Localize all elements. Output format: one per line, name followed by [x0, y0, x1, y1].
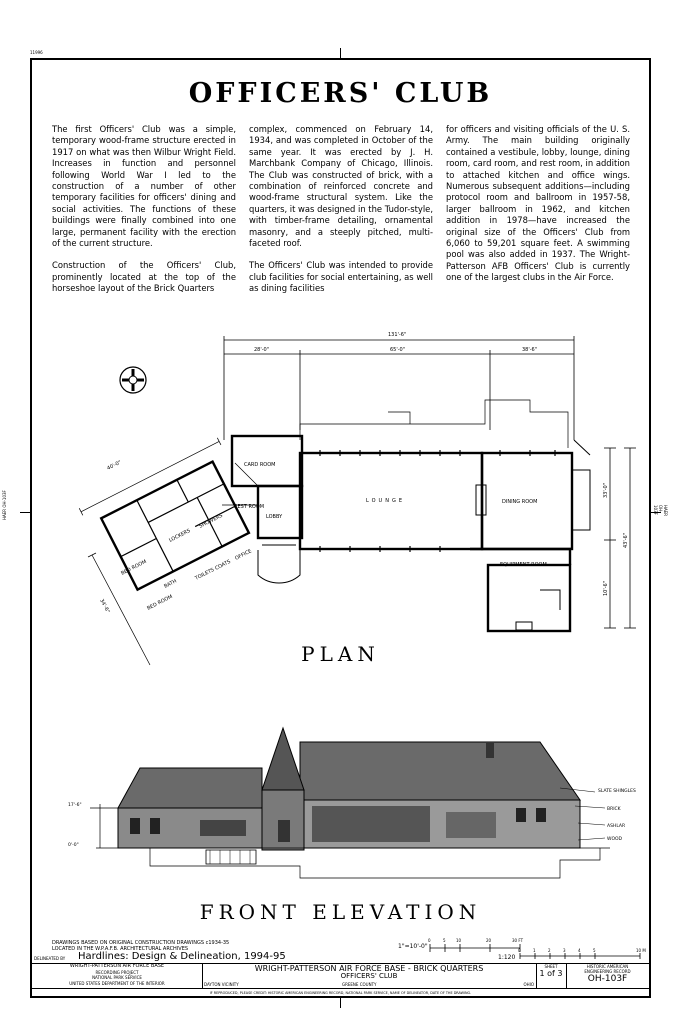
right-dimension-1: 33'-0" — [603, 482, 609, 498]
right-dimension-2: 43'-6" — [623, 532, 629, 548]
side-label-left: HAER OH-103F — [2, 490, 7, 520]
room-label: SHOWERS — [198, 512, 224, 530]
scale-tick-label: 0 — [518, 948, 521, 953]
dimension-3: 38'-6" — [522, 347, 538, 353]
scale-tick-label: 30 FT — [512, 938, 524, 943]
scale-tick-label: 2 — [548, 948, 551, 953]
title-block — [32, 963, 649, 989]
scale-tick-label: 3 — [563, 948, 566, 953]
paragraph: The Officers' Club was intended to provide club facilities for social entertaining, as well as dining facilities — [249, 260, 433, 294]
org-box: WRIGHT-PATTERSON AIR FORCE BASE RECORDING PROJECT NATIONAL PARK SERVICE UNITED STATES DEPARTMENT OF THE INTERIOR — [32, 964, 203, 988]
delineator: Hardlines: Design & Delineation, 1994-95 — [78, 951, 286, 962]
material-note: BRICK — [607, 807, 621, 812]
scale-metric: 1:120 — [498, 954, 516, 961]
elevation-dimension: 17'-6" — [68, 803, 82, 808]
room-label: OFFICE — [234, 548, 253, 562]
right-dimension-3: 10'-6" — [603, 580, 609, 596]
room-label: COATS — [214, 558, 232, 572]
room-label: BED ROOM — [120, 558, 148, 577]
room-label: LOUNGE — [366, 498, 405, 504]
scale-tick-label: 10 M — [636, 948, 646, 953]
wing-dimension-1: 40'-0" — [106, 459, 123, 472]
source-note: DRAWINGS BASED ON ORIGINAL CONSTRUCTION DRAWINGS c1934-35 LOCATED IN THE W.P.A.F.B. ARCHITECTURAL ARCHIVES — [52, 940, 230, 952]
room-label: TOILETS — [194, 567, 216, 582]
scale-tick-label: 0 — [428, 938, 431, 943]
wing-dimension-2: 34'-6" — [98, 598, 111, 615]
room-label: EQUIPMENT ROOM — [500, 562, 547, 568]
scale-tick-label: 10 — [456, 938, 462, 943]
sheet-box: SHEET 1 of 3 — [536, 964, 567, 988]
room-label: LOBBY — [266, 514, 283, 520]
room-label: LOCKERS — [168, 527, 192, 544]
scale-tick-label: 4 — [578, 948, 581, 953]
credit-line: IF REPRODUCED, PLEASE CREDIT: HISTORIC AMERICAN ENGINEERING RECORD, NATIONAL PARK SERVICE, NAME OF DELINEATOR, DATE OF THE DRAWING. — [209, 991, 472, 995]
scale-tick-label: 20 — [486, 938, 492, 943]
paragraph: Construction of the Officers' Club, prominently located at the top of the horseshoe layout of the Brick Quarters — [52, 260, 236, 294]
delineated-by-label: DELINEATED BY — [34, 956, 66, 961]
scale-tick-label: 1 — [533, 948, 536, 953]
record-box: HISTORIC AMERICAN ENGINEERING RECORD OH-103F — [584, 964, 631, 984]
location-mid: GREENE COUNTY — [342, 982, 377, 987]
paragraph: complex, commenced on February 14, 1934, and was completed in October of the same year. It was erected by J. H. Marchbank Company of Chicago, Illinois. The Club was constructed of brick, with a combination of reinforced concrete and wood-frame structural system. Like the quarters, it was designed in the Tudor-style, with timber-frame detailing, ornamental masonry, and a steeply pitched, multi-faceted roof. — [249, 124, 433, 249]
page-title: OFFICERS' CLUB — [188, 78, 493, 109]
state: OHIO — [523, 982, 534, 987]
project-box: WRIGHT-PATTERSON AIR FORCE BASE - BRICK QUARTERS OFFICERS' CLUB DAYTON VICINITY GREENE COUNTY OHIO — [202, 964, 537, 988]
room-label: REST ROOM — [234, 504, 265, 510]
material-note: ASHLAR — [607, 824, 626, 829]
elevation-label: FRONT ELEVATION — [199, 900, 482, 924]
room-label: CARD ROOM — [244, 462, 276, 468]
paragraph: for officers and visiting officials of the U. S. Army. The main building originally contained a vestibule, lobby, lounge, dining room, card room, and rest room, in addition to attached kitchen and office wings. Numerous subsequent additions—including protocol room and ballroom in 1957-58, larger ballroom in 1962, and kitchen addition in 1978—have increased the original size of the Officers' Club from 6,060 to 59,201 square feet. A swimming pool was also added in 1937. The Wright-Patterson AFB Officers' Club is currently one of the largest clubs in the Air Force. — [446, 124, 630, 283]
side-label-right: HAER OH-103F — [653, 505, 668, 517]
corner-mark: 11996 — [30, 50, 43, 55]
dimension-1: 28'-0" — [254, 347, 270, 353]
room-label: BED ROOM — [146, 593, 174, 612]
scale-tick-label: 5 — [443, 938, 446, 943]
material-note: WOOD — [607, 837, 622, 842]
overall-dimension: 131'-6" — [388, 332, 407, 338]
scale-tick-label: 5 — [593, 948, 596, 953]
material-note: SLATE SHINGLES — [598, 789, 636, 794]
room-label: DINING ROOM — [502, 499, 538, 505]
paragraph: The first Officers' Club was a simple, temporary wood-frame structure erected in 1917 on what was then Wilbur Wright Field. Increases in function and personnel following World War I led to the construction of a number of other temporary facilities for officers' dining and social activities. The functions of these buildings were finally combined into one large, permanent facility with the erection of the current structure. — [52, 124, 236, 249]
location-left: DAYTON VICINITY — [204, 982, 239, 987]
elevation-dimension: 0'-0" — [68, 843, 79, 848]
scale-imperial: 1"=10'-0" — [398, 943, 428, 950]
dimension-2: 65'-0" — [390, 347, 406, 353]
plan-label: PLAN — [301, 642, 380, 666]
room-label: BATH — [163, 578, 178, 590]
